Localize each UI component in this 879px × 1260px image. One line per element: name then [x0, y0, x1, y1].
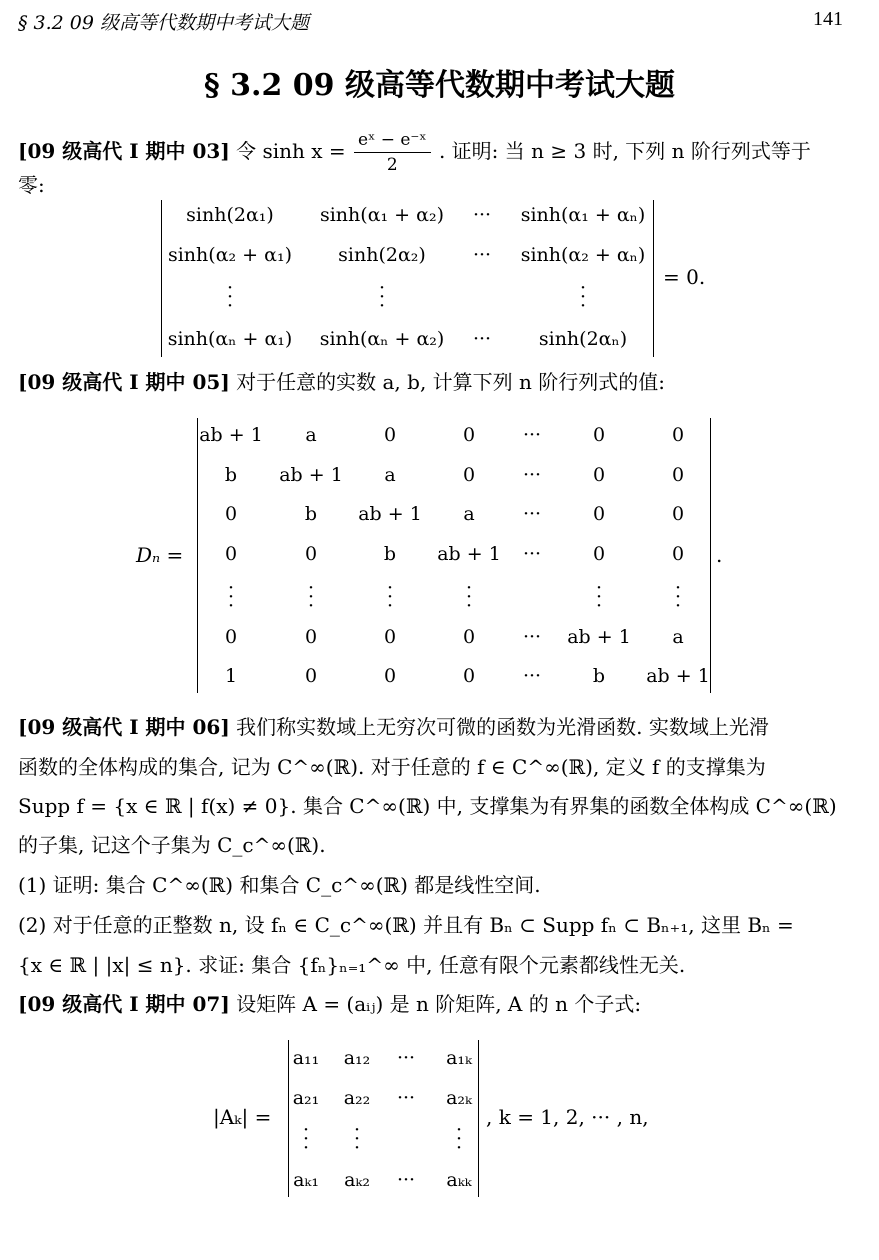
matrix-entry: aₖ₁ — [293, 1169, 319, 1191]
matrix-entry: 0 — [383, 665, 397, 687]
problem-05-text: 对于任意的实数 a, b, 计算下列 n 阶行列式的值: — [236, 370, 666, 394]
matrix-entry: b — [224, 464, 238, 486]
matrix-entry: 0 — [462, 665, 476, 687]
matrix-entry: ··· — [472, 204, 492, 226]
matrix-entry: ··· — [522, 543, 542, 565]
problem-06-line-2: 函数的全体构成的集合, 记为 C^∞(ℝ). 对于任意的 f ∈ C^∞(ℝ), 定义 f 的支撑集为 — [18, 755, 766, 779]
problem-06-label: [09 级高代 I 期中 06] — [18, 715, 230, 739]
matrix-entry: 0 — [592, 503, 606, 525]
matrix-entry: · · · — [386, 577, 394, 617]
matrix-entry: ab + 1 — [437, 543, 501, 565]
problem-03-label: [09 级高代 I 期中 03] — [18, 139, 230, 163]
matrix-entry: a — [384, 464, 396, 486]
problem-06-line-4: 的子集, 记这个子集为 C_c^∞(ℝ). — [18, 833, 326, 857]
matrix-entry: ··· — [522, 464, 542, 486]
matrix-entry: · · · — [674, 577, 682, 617]
det-07-right-bar — [478, 1040, 479, 1197]
matrix-entry: ··· — [522, 424, 542, 446]
matrix-entry: aₖₖ — [446, 1169, 472, 1191]
matrix-entry: sinh(αₙ + α₂) — [319, 328, 445, 350]
problem-06-line-7: {x ∈ ℝ | |x| ≤ n}. 求证: 集合 {fₙ}ₙ₌₁^∞ 中, 任意有限个元素都线性无关. — [18, 953, 686, 977]
problem-07-intro — [18, 989, 641, 1019]
matrix-entry: 0 — [304, 626, 318, 648]
matrix-entry: 0 — [462, 626, 476, 648]
matrix-entry: · · · — [595, 577, 603, 617]
matrix-entry: sinh(α₂ + α₁) — [167, 244, 293, 266]
matrix-entry: sinh(αₙ + α₁) — [167, 328, 293, 350]
matrix-entry: 0 — [383, 626, 397, 648]
det-03-left-bar — [161, 200, 162, 357]
matrix-entry: 0 — [462, 424, 476, 446]
matrix-entry: a₂ₖ — [446, 1087, 472, 1109]
matrix-entry: b — [592, 665, 606, 687]
matrix-entry: 0 — [224, 626, 238, 648]
sinh-fraction — [354, 130, 431, 175]
matrix-entry: sinh(α₁ + α₂) — [319, 204, 445, 226]
matrix-entry: ··· — [396, 1087, 416, 1109]
problem-07-text: 设矩阵 A = (aᵢⱼ) 是 n 阶矩阵, A 的 n 个子式: — [236, 992, 642, 1016]
matrix-entry: 0 — [671, 543, 685, 565]
matrix-entry: a₂₂ — [343, 1087, 371, 1109]
matrix-entry: ··· — [396, 1169, 416, 1191]
matrix-entry: b — [304, 503, 318, 525]
problem-06-line-5: (1) 证明: 集合 C^∞(ℝ) 和集合 C_c^∞(ℝ) 都是线性空间. — [18, 873, 541, 897]
matrix-entry: 0 — [671, 464, 685, 486]
det-05-lhs: Dₙ = — [136, 543, 184, 567]
matrix-entry: 0 — [304, 543, 318, 565]
problem-03-intro — [18, 130, 811, 175]
matrix-entry: ··· — [522, 626, 542, 648]
problem-05-label: [09 级高代 I 期中 05] — [18, 370, 230, 394]
matrix-entry: 0 — [224, 503, 238, 525]
matrix-entry: 0 — [592, 424, 606, 446]
matrix-entry: sinh(2α₁) — [186, 204, 274, 226]
matrix-entry: · · · — [226, 277, 234, 317]
problem-03-text-before: 令 sinh x = — [236, 139, 353, 163]
matrix-entry: 0 — [671, 503, 685, 525]
matrix-entry: sinh(2αₙ) — [538, 328, 628, 350]
matrix-entry: · · · — [378, 277, 386, 317]
problem-06-line-1 — [18, 712, 769, 742]
matrix-entry: ab + 1 — [279, 464, 343, 486]
problem-06-line-6: (2) 对于任意的正整数 n, 设 fₙ ∈ C_c^∞(ℝ) 并且有 Bₙ ⊂ Supp fₙ ⊂ Bₙ₊₁, 这里 Bₙ = — [18, 913, 794, 937]
det-05-trail: . — [716, 543, 723, 567]
matrix-entry: sinh(α₂ + αₙ) — [520, 244, 646, 266]
det-07-lhs: |Aₖ| = — [213, 1105, 272, 1129]
problem-05-intro — [18, 367, 665, 397]
matrix-entry: · · · — [455, 1119, 463, 1159]
matrix-entry: 1 — [224, 665, 238, 687]
matrix-entry: ··· — [522, 665, 542, 687]
matrix-entry: ab + 1 — [199, 424, 263, 446]
matrix-entry: 0 — [671, 424, 685, 446]
matrix-entry: ab + 1 — [358, 503, 422, 525]
matrix-entry: · · · — [227, 577, 235, 617]
matrix-entry: a₁₁ — [292, 1047, 320, 1069]
matrix-entry: a — [672, 626, 684, 648]
fraction-denominator: 2 — [386, 155, 398, 175]
matrix-entry: aₖ₂ — [344, 1169, 370, 1191]
det-05-right-bar — [710, 418, 711, 693]
matrix-entry: · · · — [465, 577, 473, 617]
matrix-entry: ··· — [396, 1047, 416, 1069]
matrix-entry: · · · — [307, 577, 315, 617]
matrix-entry: a₁ₖ — [446, 1047, 472, 1069]
matrix-entry: 0 — [383, 424, 397, 446]
problem-03-intro-cont: 零: — [18, 173, 45, 197]
matrix-entry: a₁₂ — [343, 1047, 371, 1069]
section-title: § 3.2 09 级高等代数期中考试大题 — [204, 68, 675, 103]
matrix-entry: a — [305, 424, 317, 446]
matrix-entry: 0 — [304, 665, 318, 687]
matrix-entry: · · · — [353, 1119, 361, 1159]
problem-03-text-after: . 证明: 当 n ≥ 3 时, 下列 n 阶行列式等于 — [438, 139, 811, 163]
problem-06-line-3: Supp f = {x ∈ ℝ | f(x) ≠ 0}. 集合 C^∞(ℝ) 中, 支撑集为有界集的函数全体构成 C^∞(ℝ) — [18, 794, 837, 818]
matrix-entry: · · · — [579, 277, 587, 317]
matrix-entry: ab + 1 — [646, 665, 710, 687]
matrix-entry: ab + 1 — [567, 626, 631, 648]
matrix-entry: 0 — [592, 543, 606, 565]
matrix-entry: 0 — [224, 543, 238, 565]
det-03-right-bar — [653, 200, 654, 357]
matrix-entry: a₂₁ — [292, 1087, 320, 1109]
matrix-entry: a — [463, 503, 475, 525]
matrix-entry: 0 — [462, 464, 476, 486]
det-07-trail: , k = 1, 2, ··· , n, — [486, 1105, 649, 1129]
matrix-entry: sinh(α₁ + αₙ) — [520, 204, 646, 226]
problem-07-label: [09 级高代 I 期中 07] — [18, 992, 230, 1016]
matrix-entry: ··· — [472, 328, 492, 350]
matrix-entry: sinh(2α₂) — [338, 244, 426, 266]
fraction-numerator: eˣ − e⁻ˣ — [354, 130, 431, 153]
det-05-left-bar — [197, 418, 198, 693]
matrix-entry: · · · — [302, 1119, 310, 1159]
matrix-entry: b — [383, 543, 397, 565]
matrix-entry: ··· — [472, 244, 492, 266]
page-number: 141 — [813, 8, 843, 30]
det-03-equals: = 0. — [663, 265, 706, 289]
running-header: § 3.2 09 级高等代数期中考试大题 — [18, 12, 310, 34]
matrix-entry: ··· — [522, 503, 542, 525]
matrix-entry: 0 — [592, 464, 606, 486]
det-07-left-bar — [288, 1040, 289, 1197]
problem-06-text-1: 我们称实数域上无穷次可微的函数为光滑函数. 实数域上光滑 — [236, 715, 769, 739]
